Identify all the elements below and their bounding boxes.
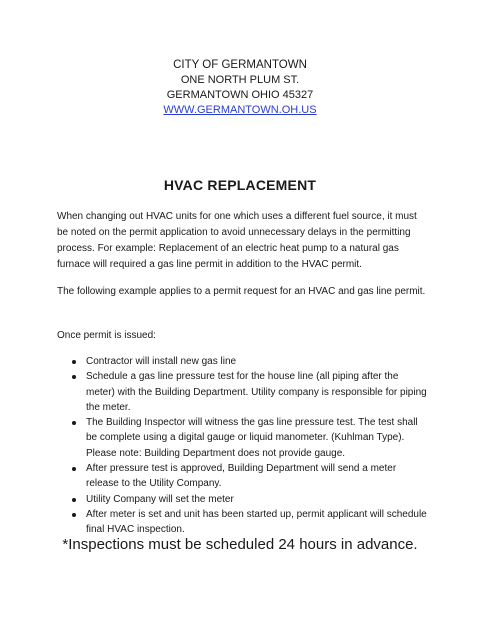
list-item: After pressure test is approved, Building Department will send a meter release to the Utility Company. [57,461,429,492]
bullet-icon [72,467,76,471]
example-paragraph: The following example applies to a permit request for an HVAC and gas line permit. [57,286,426,297]
website-link[interactable]: WWW.GERMANTOWN.OH.US [163,104,317,116]
bullet-icon [72,360,76,364]
letterhead [0,58,480,118]
list-item: Utility Company will set the meter [57,492,429,507]
steps-list [57,354,429,538]
city-state-zip: GERMANTOWN OHIO 45327 [166,89,314,101]
bullet-icon [72,498,76,502]
inspection-notice: *Inspections must be scheduled 24 hours in advance. [62,536,418,553]
bullet-icon [72,421,76,425]
permit-issued-paragraph: Once permit is issued: [57,330,156,341]
list-item: Contractor will install new gas line [57,354,429,369]
document-title: HVAC REPLACEMENT [163,177,317,193]
intro-paragraph: When changing out HVAC units for one which uses a different fuel source, it must be noted on the permit application to avoid unnecessary delays in the permitting process. For example: Replacement of an electric heat pump to a natural gas furnace will required a gas line permit in addition to the HVAC permit. [57,211,417,270]
city-name: CITY OF GERMANTOWN [173,59,307,71]
list-item: The Building Inspector will witness the gas line pressure test. The test shall be complete using a digital gauge or liquid manometer. (Kuhlman Type). Please note: Building Department does not provide gauge. [57,415,429,461]
list-item: Schedule a gas line pressure test for the house line (all piping after the meter) with the Building Department. Utility company is responsible for piping the meter. [57,369,429,415]
bullet-icon [72,513,76,517]
bullet-icon [72,375,76,379]
street-address: ONE NORTH PLUM ST. [180,74,300,86]
list-item: After meter is set and unit has been started up, permit applicant will schedule final HVAC inspection. [57,507,429,538]
